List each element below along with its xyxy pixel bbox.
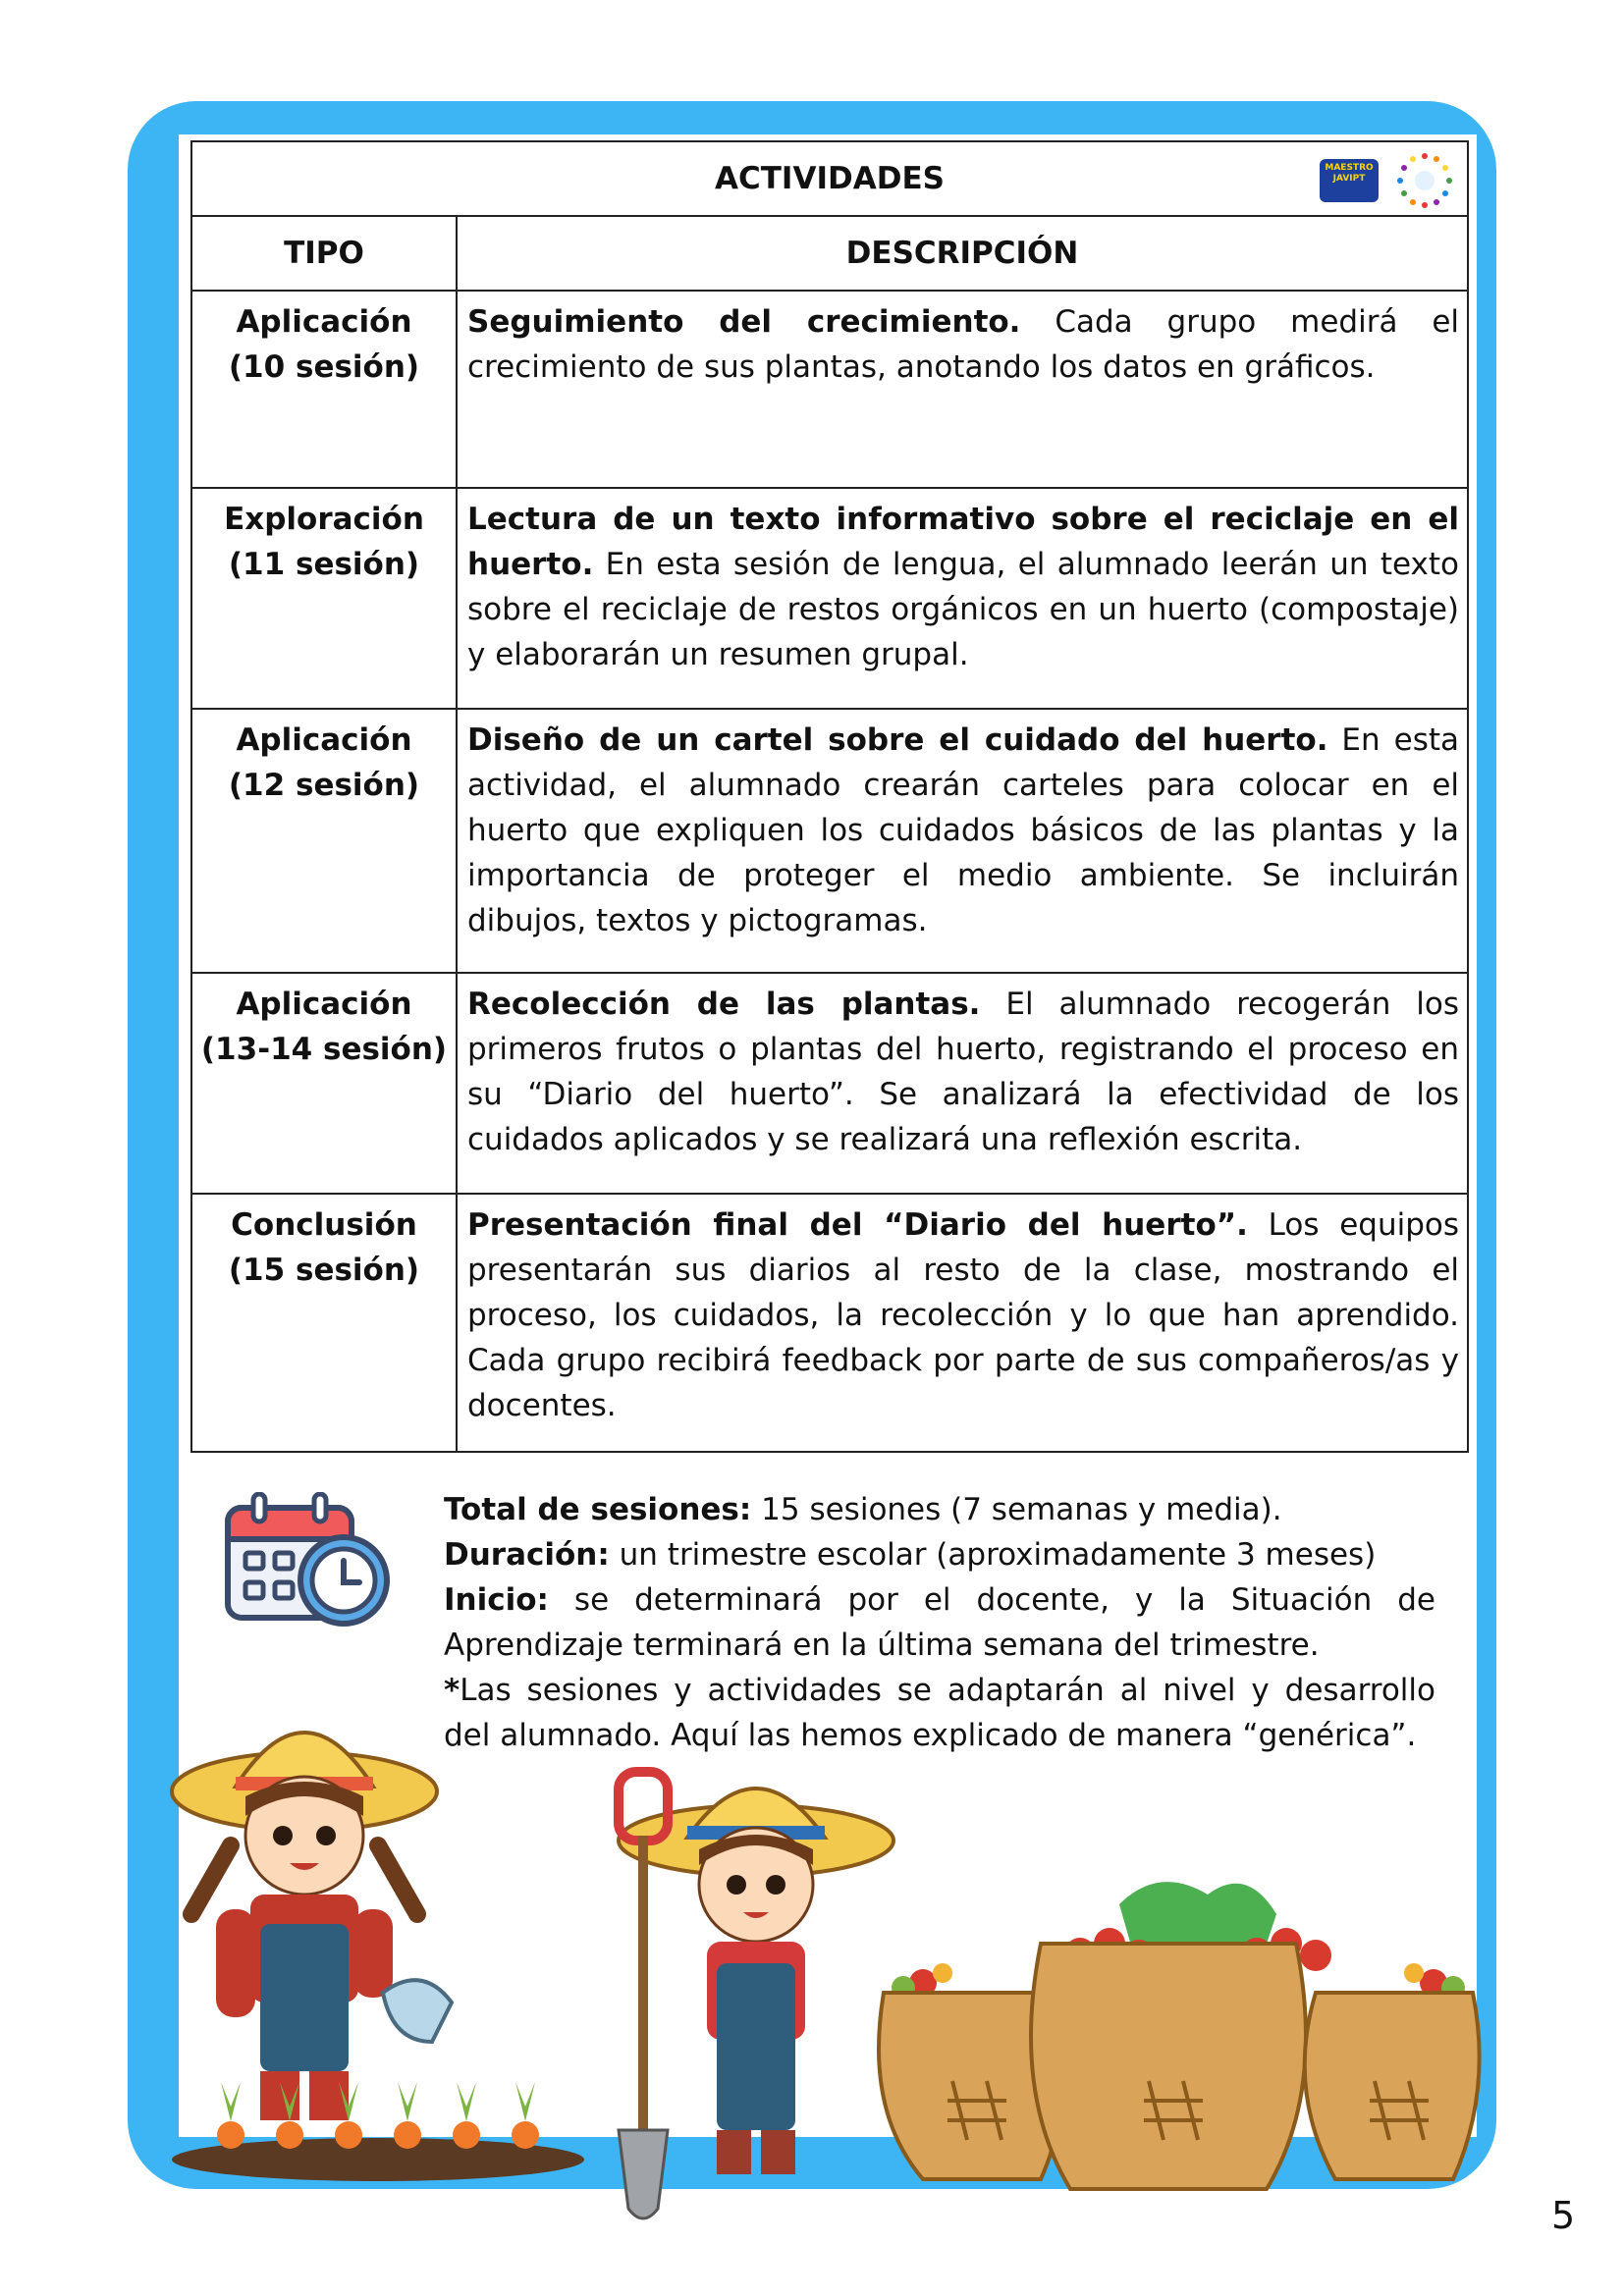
table-row [191, 1194, 1468, 1452]
table-title-cell [191, 141, 1468, 216]
descripcion-cell [457, 488, 1468, 709]
total-sesiones [444, 1487, 1435, 1532]
tipo-cell [191, 973, 457, 1194]
tipo-label: Exploración [224, 502, 424, 537]
desc-text: Los equipos presentarán sus diarios al resto de la clase, mostrando el proceso, los cuidados, la recolección y lo que han aprendido. Cada grupo recibirá feedback por parte de sus compañeros/as y docentes. [467, 1207, 1460, 1423]
desc-bold: Lectura de un texto informativo sobre el reciclaje en el huerto. [467, 502, 1460, 582]
table-title: ACTIVIDADES [715, 161, 945, 196]
header-tipo: TIPO [191, 216, 457, 291]
header-descripcion: DESCRIPCIÓN [457, 216, 1468, 291]
tipo-cell [191, 291, 457, 488]
tipo-label: Aplicación [236, 722, 412, 758]
tipo-cell [191, 488, 457, 709]
note [444, 1668, 1435, 1758]
desc-text: Cada grupo medirá el crecimiento de sus plantas, anotando los datos en gráficos. [467, 304, 1460, 385]
circle-logo-icon [1394, 150, 1455, 211]
desc-bold: Diseño de un cartel sobre el cuidado del huerto. [467, 722, 1328, 758]
tipo-cell [191, 1194, 457, 1452]
total-label: Total de sesiones: [444, 1492, 752, 1527]
boy-gardener-illustration [589, 1767, 903, 2228]
desc-bold: Recolección de las plantas. [467, 987, 981, 1022]
desc-text: En esta sesión de lengua, el alumnado leerán un texto sobre el reciclaje de restos orgánicos en un huerto (compostaje) y elaborarán un resumen grupal. [467, 547, 1460, 672]
sesion-label: (12 sesión) [228, 768, 420, 803]
calendar-clock-icon [224, 1492, 397, 1629]
inicio-value: se determinará por el docente, y la Situación de Aprendizaje terminará en la última semana del trimestre. [444, 1582, 1435, 1663]
desc-bold: Seguimiento del crecimiento. [467, 304, 1021, 340]
sesion-label: (15 sesión) [228, 1253, 420, 1288]
tipo-label: Conclusión [231, 1207, 417, 1243]
total-value: 15 sesiones (7 semanas y media). [751, 1492, 1282, 1527]
logos [1320, 150, 1455, 211]
table-row [191, 973, 1468, 1194]
table-row [191, 291, 1468, 488]
note-text: Las sesiones y actividades se adaptarán al nivel y desarrollo del alumnado. Aquí las hemos explicado de manera “genérica”. [444, 1673, 1435, 1753]
table-row [191, 488, 1468, 709]
duracion [444, 1532, 1435, 1577]
tipo-label: Aplicación [236, 304, 412, 340]
note-star: * [444, 1673, 460, 1708]
descripcion-cell [457, 709, 1468, 973]
desc-bold: Presentación final del “Diario del huerto”. [467, 1207, 1248, 1243]
duracion-value: un trimestre escolar (aproximadamente 3 meses) [609, 1537, 1377, 1573]
page-number: 5 [1551, 2194, 1576, 2237]
carrots-soil-illustration [172, 2076, 584, 2184]
descripcion-cell [457, 291, 1468, 488]
tipo-label: Aplicación [236, 987, 412, 1022]
descripcion-cell [457, 1194, 1468, 1452]
descripcion-cell [457, 973, 1468, 1194]
inicio [444, 1577, 1435, 1668]
activities-table [190, 140, 1469, 1453]
vegetable-sacks-illustration [864, 1865, 1492, 2199]
tipo-cell [191, 709, 457, 973]
sesion-label: (10 sesión) [228, 349, 420, 385]
duracion-label: Duración: [444, 1537, 610, 1573]
sesion-label: (13-14 sesión) [200, 1032, 448, 1067]
inicio-label: Inicio: [444, 1582, 549, 1618]
sesion-label: (11 sesión) [228, 547, 420, 582]
summary-block [444, 1487, 1435, 1758]
table-row [191, 709, 1468, 973]
maestro-javipt-logo: MAESTRO JAVIPT [1320, 159, 1379, 202]
desc-text: El alumnado recogerán los primeros frutos o plantas del huerto, registrando el proceso en su “Diario del huerto”. Se analizará la efectividad de los cuidados aplicados y se realizará una reflexión escrita. [467, 987, 1460, 1157]
desc-text: En esta actividad, el alumnado crearán carteles para colocar en el huerto que expliquen los cuidados básicos de las plantas y la importancia de proteger el medio ambiente. Se incluirán dibujos, textos y pictogramas. [467, 722, 1460, 938]
